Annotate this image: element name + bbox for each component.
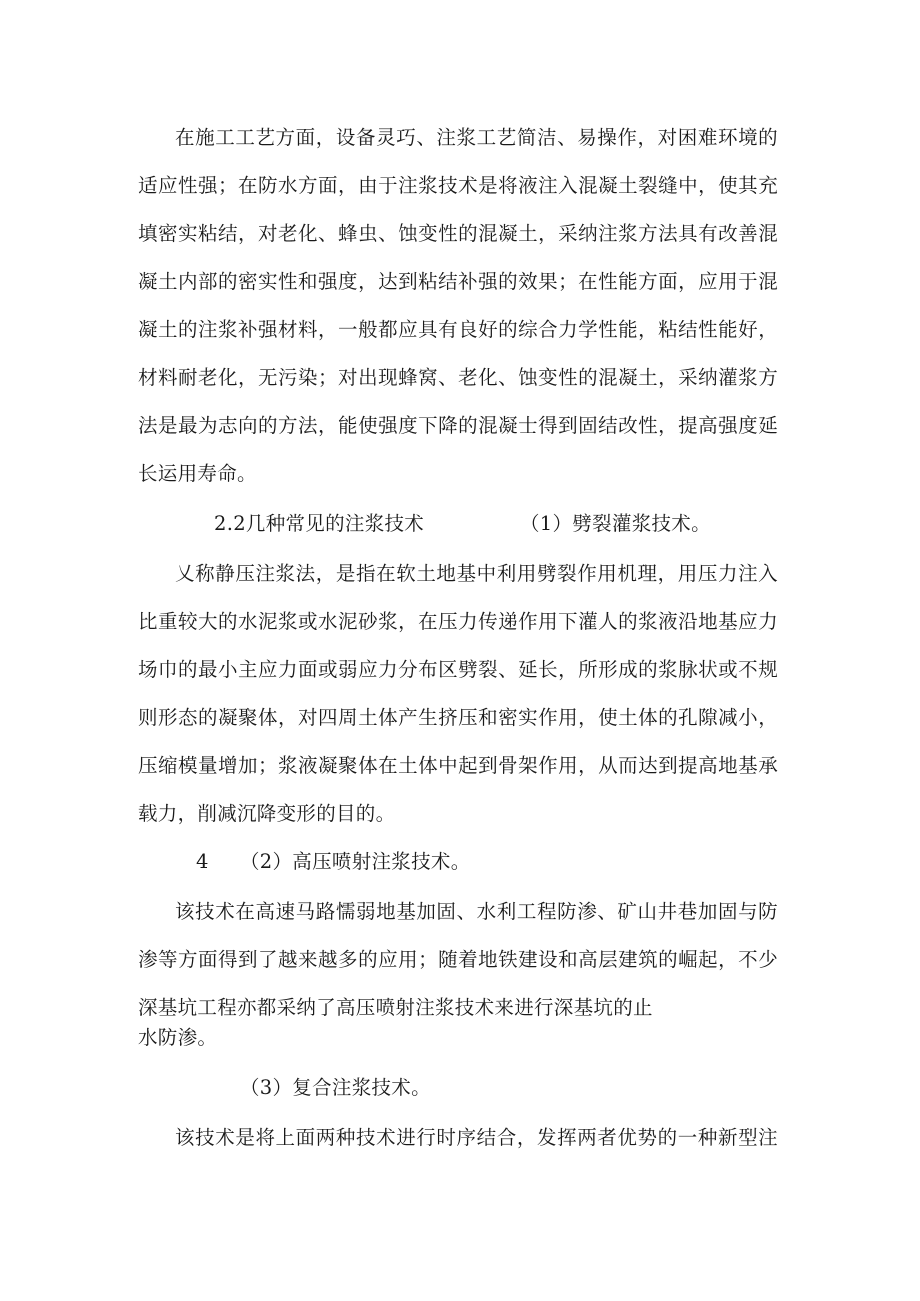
paragraph-1-line-2: 适应性强；在防水方面，由于注浆技术是将液注入混凝土裂缝中，使其充: [138, 174, 778, 197]
paragraph-1-line-7: 法是最为志向的方法，能使强度下降的混凝士得到固结改性，提高强度延: [138, 414, 778, 437]
paragraph-2-line-4: 则形态的凝聚体，对四周土体产生挤压和密实作用，使土体的孔隙减小，: [138, 706, 778, 729]
paragraph-2-line-1: 乂称静压注浆法，是指在软土地基中利用劈裂作用机理，用压力注入: [175, 562, 778, 585]
subheading-3: （3）复合注浆技术。: [240, 1076, 431, 1099]
paragraph-3-line-1: 该技术在高速马路懦弱地基加固、水利工程防渗、矿山井巷加固与防: [175, 900, 778, 923]
paragraph-3-line-2: 渗等方面得到了越来越多的应用；随着地铁建设和高层建筑的崛起，不少: [138, 948, 778, 971]
paragraph-2-line-6: 载力，削减沉降变形的目的。: [138, 802, 396, 825]
paragraph-1-line-6: 材料耐老化，无污染；对出现蜂窝、老化、蚀变性的混凝土，采纳灌浆方: [138, 366, 778, 389]
paragraph-3-line-4: 水防渗。: [138, 1026, 218, 1049]
paragraph-1-line-5: 凝土的注浆补强材料，一般都应具有良好的综合力学性能，粘结性能好，: [138, 318, 778, 341]
paragraph-1-line-8: 长运用寿命。: [138, 462, 257, 485]
paragraph-4-line-1: 该技术是将上面两种技术进行时序结合，发挥两者优势的一种新型注: [175, 1126, 778, 1149]
paragraph-3-line-3: 深基坑工程亦都采纳了高压喷射注浆技术来进行深基坑的止: [138, 996, 653, 1019]
page-number-marker: 4: [196, 850, 209, 873]
paragraph-1-line-1: 在施工工艺方面，设备灵巧、注浆工艺简洁、易操作，对困难环境的: [175, 126, 778, 149]
paragraph-2-line-5: 压缩模量增加；浆液凝聚体在土体中起到骨架作用，从而达到提高地基承: [138, 754, 778, 777]
paragraph-1-line-3: 填密实粘结，对老化、蜂虫、蚀变性的混凝土，采纳注浆方法具有改善混: [138, 222, 778, 245]
paragraph-2-line-3: 场巾的最小主应力面或弱应力分布区劈裂、延长，所形成的浆脉状或不规: [138, 658, 778, 681]
paragraph-2-line-2: 比重较大的水泥浆或水泥砂浆，在压力传递作用下灌人的浆液沿地基应力: [138, 610, 778, 633]
subheading-1: （1）劈裂灌浆技术。: [520, 512, 711, 535]
subheading-2: （2）高压喷射注浆技术。: [240, 850, 471, 873]
paragraph-1-line-4: 凝土内部的密实性和强度，达到粘结补强的效果；在性能方面，应用于混: [138, 270, 778, 293]
section-heading-2-2: 2.2几种常见的注浆技术: [214, 512, 425, 535]
